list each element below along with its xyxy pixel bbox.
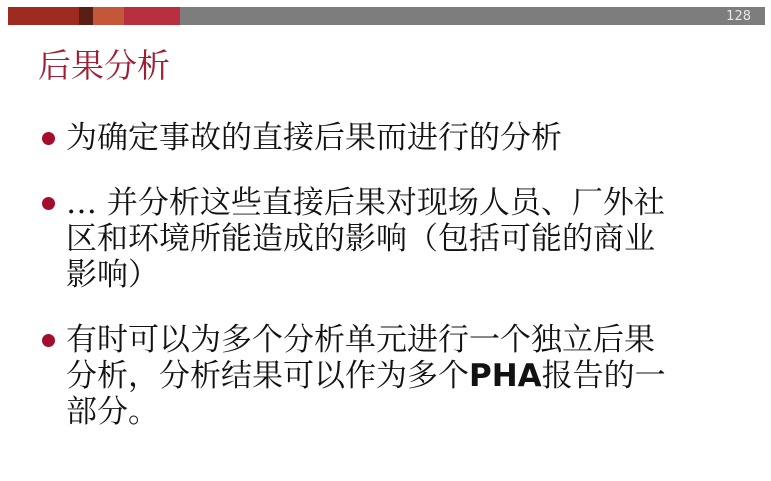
slide-title: 后果分析 xyxy=(38,46,170,85)
pha-acronym: PHA xyxy=(469,358,542,394)
list-item xyxy=(42,120,732,156)
bullet-line: 有时可以为多个分析单元进行一个独立后果 xyxy=(66,322,655,358)
accent-segment-maroon xyxy=(79,7,93,25)
bullet-line: 区和环境所能造成的影响（包括可能的商业 xyxy=(66,221,655,257)
accent-segment-brick xyxy=(8,7,79,25)
bullet-list xyxy=(42,120,732,459)
list-item xyxy=(42,185,732,293)
bullet-line: 报告的一 xyxy=(541,358,666,394)
bullet-line: 部分。 xyxy=(66,394,159,430)
bullet-icon xyxy=(42,334,55,347)
bullet-icon xyxy=(42,197,55,210)
header-accent-bar xyxy=(8,7,765,25)
list-item xyxy=(42,322,732,430)
bullet-line: 为确定事故的直接后果而进行的分析 xyxy=(66,120,562,156)
page-number: 128 xyxy=(726,8,751,24)
bullet-line: … 并分析这些直接后果对现场人员、厂外社 xyxy=(66,185,665,221)
header-gray-bar xyxy=(180,7,765,25)
bullet-line: 影响） xyxy=(66,257,159,293)
bullet-text xyxy=(66,120,562,156)
accent-segment-crimson xyxy=(124,7,180,25)
accent-segment-orange xyxy=(93,7,124,25)
bullet-text xyxy=(66,322,666,430)
bullet-text xyxy=(66,185,665,293)
bullet-line: 分析，分析结果可以作为多个 xyxy=(66,358,469,394)
bullet-icon xyxy=(42,132,55,145)
